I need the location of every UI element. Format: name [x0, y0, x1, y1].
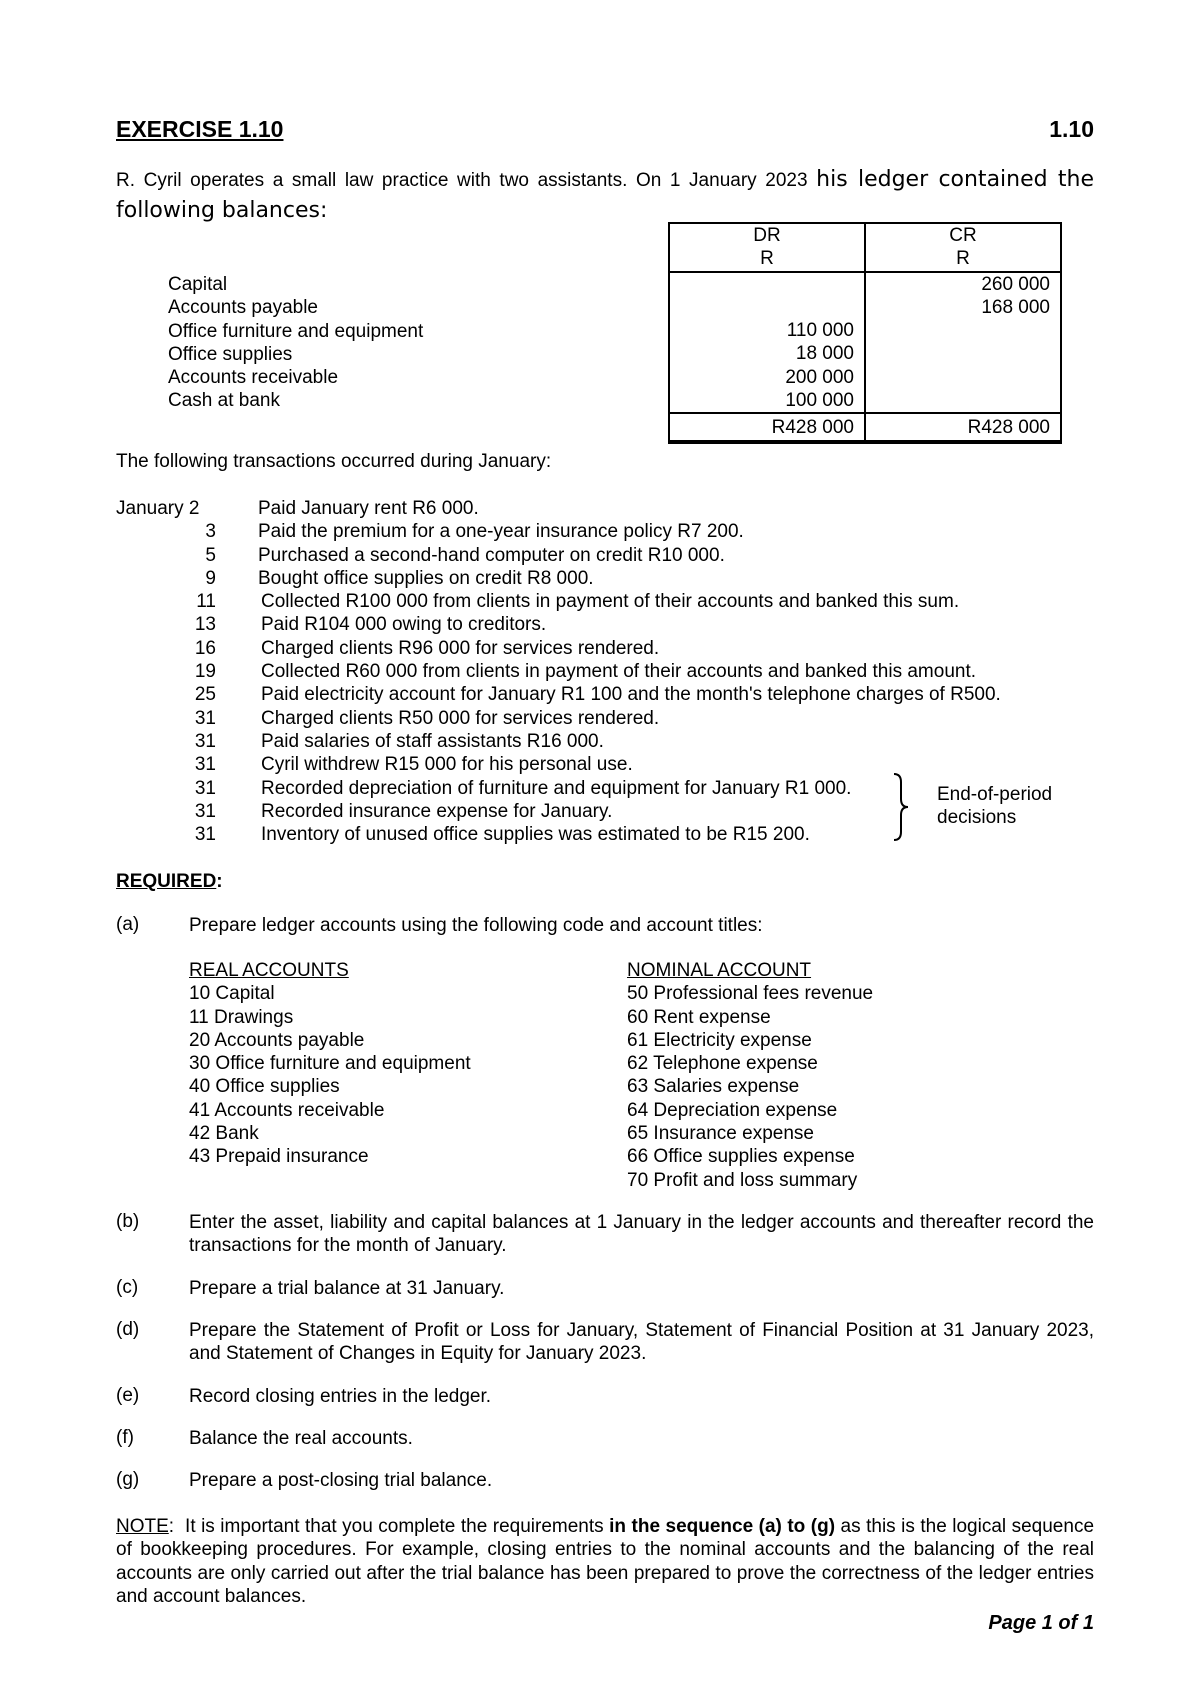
dr-cell: 110 000	[669, 319, 865, 342]
account-item: 42 Bank	[189, 1123, 259, 1145]
note-text: as this is the logical sequence of bookkeeping procedures. For example, closing entries to the nominal accounts and the balancing of the real accounts are only carried out after the trial balance has been prepared to prove the correctness of the ledger entries and account balances.	[116, 1516, 1095, 1607]
transactions-lead: The following transactions occurred during January:	[116, 451, 552, 472]
total-dr: R428 000	[669, 413, 865, 442]
table-row	[669, 366, 1061, 389]
table-row	[669, 342, 1061, 365]
requirement-b	[116, 1211, 1094, 1259]
account-item: 66 Office supplies expense	[627, 1146, 855, 1168]
transaction-desc: Recorded depreciation of furniture and equipment for January R1 000.	[261, 777, 852, 799]
required-heading	[116, 871, 223, 893]
requirement-e	[116, 1385, 1094, 1409]
requirement-text: Prepare a trial balance at 31 January.	[189, 1278, 505, 1299]
exercise-number: 1.10	[1049, 116, 1094, 142]
cr-unit: R	[865, 247, 1061, 271]
requirement-label: (a)	[116, 914, 140, 935]
dr-cell: 18 000	[669, 342, 865, 365]
account-item: 41 Accounts receivable	[189, 1099, 385, 1121]
balance-name: Cash at bank	[168, 390, 280, 412]
transaction-descriptions	[258, 497, 1001, 846]
transaction-desc: Bought office supplies on credit R8 000.	[258, 567, 594, 589]
transaction-date: 25	[194, 684, 216, 706]
nominal-accounts-list	[627, 959, 873, 1192]
requirement-label: (e)	[116, 1385, 140, 1406]
right-brace-icon	[892, 772, 912, 842]
requirement-label: (b)	[116, 1211, 140, 1232]
account-item: 65 Insurance expense	[627, 1123, 814, 1145]
account-item: 63 Salaries expense	[627, 1076, 800, 1098]
account-item: 30 Office furniture and equipment	[189, 1053, 471, 1075]
end-of-period-line: decisions	[937, 807, 1017, 829]
transaction-date: 31	[194, 800, 216, 822]
requirement-text: Balance the real accounts.	[189, 1428, 413, 1449]
cr-cell	[865, 389, 1061, 413]
requirement-g	[116, 1469, 1094, 1493]
account-item: 40 Office supplies	[189, 1076, 340, 1098]
real-accounts-list	[189, 959, 471, 1169]
transaction-date: 13	[194, 614, 216, 636]
account-item: 50 Professional fees revenue	[627, 983, 874, 1005]
table-unit-row	[669, 247, 1061, 271]
requirement-label: (g)	[116, 1469, 140, 1490]
end-of-period-note	[937, 783, 1052, 830]
cr-cell: 168 000	[865, 296, 1061, 319]
transaction-dates	[116, 497, 216, 846]
account-item: 11 Drawings	[189, 1006, 294, 1028]
exercise-title: EXERCISE 1.10	[116, 116, 284, 142]
transaction-date: 3	[205, 521, 216, 543]
transaction-date: January 2	[116, 498, 200, 519]
transaction-date: 31	[194, 730, 216, 752]
transaction-date: 31	[194, 824, 216, 846]
dr-cell	[669, 296, 865, 319]
cr-cell	[865, 319, 1061, 342]
requirement-label: (d)	[116, 1319, 140, 1340]
real-accounts-heading: REAL ACCOUNTS	[189, 960, 349, 981]
balance-name: Accounts receivable	[168, 367, 339, 389]
transaction-date: 9	[205, 567, 216, 589]
intro-text: R. Cyril operates a small law practice with two assistants. On 1 January 2023	[116, 170, 808, 191]
table-row	[669, 296, 1061, 319]
balances-table	[668, 222, 1062, 444]
transaction-desc: Collected R100 000 from clients in payment of their accounts and banked this sum.	[261, 591, 960, 613]
requirement-text: Enter the asset, liability and capital balances at 1 January in the ledger accounts and thereafter record the transactions for the month of January.	[189, 1212, 1094, 1257]
note-paragraph	[116, 1515, 1094, 1608]
requirement-text: Prepare ledger accounts using the following code and account titles:	[189, 915, 763, 936]
transaction-date: 31	[194, 777, 216, 799]
balance-name: Office supplies	[168, 343, 293, 365]
requirement-text: Record closing entries in the ledger.	[189, 1386, 492, 1407]
note-text: It is important that you complete the requirements	[185, 1516, 604, 1537]
transaction-date: 16	[194, 637, 216, 659]
account-item: 10 Capital	[189, 983, 275, 1005]
requirement-label: (f)	[116, 1427, 134, 1448]
account-item: 64 Depreciation expense	[627, 1099, 838, 1121]
dr-unit: R	[669, 247, 865, 271]
account-item: 60 Rent expense	[627, 1006, 771, 1028]
table-header-row	[669, 223, 1061, 247]
intro-text-large: his ledger contained the following balances:	[116, 167, 1095, 223]
account-item: 20 Accounts payable	[189, 1029, 365, 1051]
account-item: 43 Prepaid insurance	[189, 1146, 369, 1168]
transaction-date: 5	[205, 544, 216, 566]
transaction-desc: Paid electricity account for January R1 100 and the month's telephone charges of R500.	[261, 684, 1001, 706]
note-emphasis: in the sequence (a) to (g)	[609, 1516, 836, 1537]
cr-cell	[865, 342, 1061, 365]
transaction-desc: Collected R60 000 from clients in payment of their accounts and banked this amount.	[261, 661, 977, 683]
page-number: Page 1 of 1	[988, 1612, 1094, 1634]
nominal-accounts-heading: NOMINAL ACCOUNT	[627, 960, 812, 981]
dr-cell: 200 000	[669, 366, 865, 389]
requirement-f	[116, 1427, 1094, 1451]
transaction-desc: Charged clients R50 000 for services rendered.	[261, 707, 660, 729]
balance-name: Capital	[168, 274, 228, 295]
table-total-row	[669, 413, 1061, 442]
account-item: 62 Telephone expense	[627, 1053, 818, 1075]
required-colon: :	[216, 871, 223, 892]
account-item: 61 Electricity expense	[627, 1029, 812, 1051]
dr-heading: DR	[669, 223, 865, 247]
account-item: 70 Profit and loss summary	[627, 1169, 858, 1191]
transaction-desc: Charged clients R96 000 for services rendered.	[261, 637, 660, 659]
end-of-period-line: End-of-period	[937, 784, 1053, 805]
requirement-c	[116, 1277, 1094, 1301]
total-cr: R428 000	[865, 413, 1061, 442]
transaction-desc: Paid January rent R6 000.	[258, 498, 479, 519]
transaction-date: 19	[194, 661, 216, 683]
requirement-label: (c)	[116, 1277, 139, 1298]
transaction-desc: Paid R104 000 owing to creditors.	[261, 614, 547, 636]
transaction-desc: Paid the premium for a one-year insurance policy R7 200.	[258, 521, 744, 543]
table-row	[669, 319, 1061, 342]
dr-cell: 100 000	[669, 389, 865, 413]
note-colon: :	[168, 1516, 175, 1537]
requirement-text: Prepare the Statement of Profit or Loss for January, Statement of Financial Position at 31 January 2023, and Statement of Changes in Equity for January 2023.	[189, 1320, 1094, 1365]
transaction-desc: Recorded insurance expense for January.	[261, 800, 613, 822]
balance-names	[168, 273, 423, 413]
transaction-date: 31	[194, 754, 216, 776]
requirement-a	[116, 914, 1094, 938]
required-label: REQUIRED	[116, 871, 217, 892]
table-row	[669, 272, 1061, 296]
requirement-text: Prepare a post-closing trial balance.	[189, 1470, 493, 1491]
table-row	[669, 389, 1061, 413]
dr-cell	[669, 272, 865, 296]
cr-heading: CR	[865, 223, 1061, 247]
balance-name: Accounts payable	[168, 297, 318, 319]
cr-cell	[865, 366, 1061, 389]
note-label: NOTE	[116, 1516, 169, 1537]
transaction-desc: Cyril withdrew R15 000 for his personal use.	[261, 754, 633, 776]
intro-paragraph	[116, 165, 1094, 227]
transaction-desc: Purchased a second-hand computer on credit R10 000.	[258, 544, 725, 566]
transaction-date: 31	[194, 707, 216, 729]
requirement-d	[116, 1319, 1094, 1367]
transaction-date: 11	[196, 591, 216, 613]
cr-cell: 260 000	[865, 272, 1061, 296]
balance-name: Office furniture and equipment	[168, 320, 424, 342]
transaction-desc: Paid salaries of staff assistants R16 000.	[261, 730, 604, 752]
transaction-desc: Inventory of unused office supplies was estimated to be R15 200.	[261, 824, 810, 846]
